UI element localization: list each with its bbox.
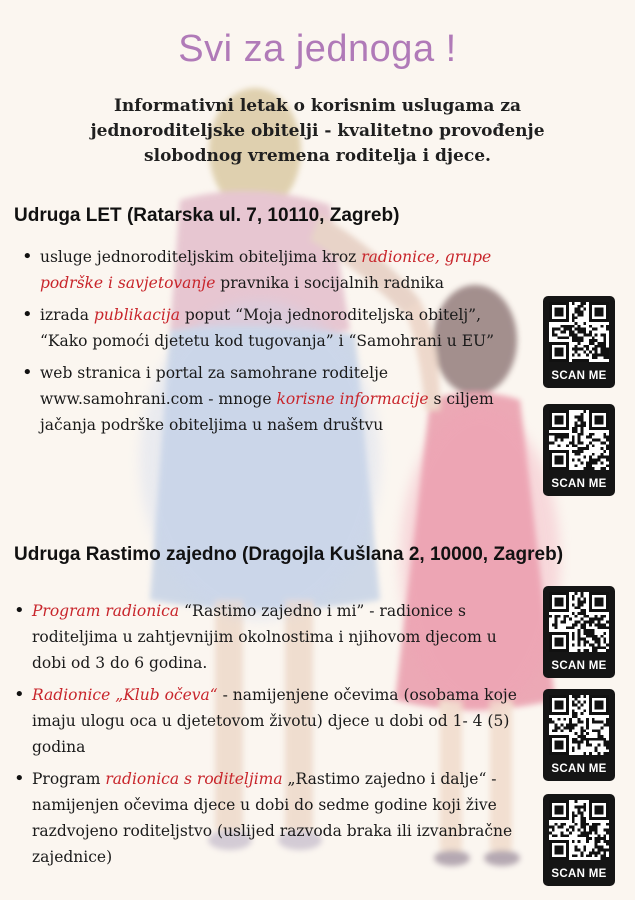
list-item-text: izrada <box>40 306 94 324</box>
qr-code-icon <box>549 800 609 860</box>
scan-me-label: SCAN ME <box>551 478 607 490</box>
list-item-text: Program <box>32 770 106 788</box>
list-item <box>12 766 532 870</box>
scan-me-label: SCAN ME <box>551 660 607 672</box>
list-item-text: s ciljem jačanja podrške obiteljima u našem društvu <box>40 390 494 434</box>
list-item-text: “Rastimo zajedno i mi” - radionice s roditeljima u zahtjevnijim okolnostima i njihovom djecom u dobi od 3 do 6 godina. <box>32 602 497 672</box>
qr-code-publikacije[interactable] <box>543 296 615 388</box>
qr-code-radionica-s-roditeljima[interactable] <box>543 794 615 886</box>
list-item-highlight: radionica s roditeljima <box>105 770 283 788</box>
page-subtitle: Informativni letak o korisnim uslugama za jednoroditeljske obitelji - kvalitetno provođenje slobodnog vremena roditelja i djece. <box>90 96 545 166</box>
list-item-highlight: publikacija <box>93 306 180 324</box>
page-title: Svi za jednoga ! <box>178 28 457 70</box>
udruga-rastimo-zajedno-service-list <box>12 598 532 876</box>
qr-code-samohrani-portal[interactable] <box>543 404 615 496</box>
qr-code-klub-oceva[interactable] <box>543 689 615 781</box>
qr-code-program-radionica[interactable] <box>543 586 615 678</box>
qr-code-icon <box>549 695 609 755</box>
list-item <box>20 244 530 296</box>
section-heading-udruga-let: Udruga LET (Ratarska ul. 7, 10110, Zagreb) <box>14 205 400 226</box>
list-item-text: usluge jednoroditeljskim obiteljima kroz <box>40 248 362 266</box>
list-item-highlight: korisne informacije <box>276 390 429 408</box>
scan-me-label: SCAN ME <box>551 763 607 775</box>
list-item-highlight: Radionice „Klub očeva“ <box>32 686 218 704</box>
udruga-let-service-list <box>20 244 530 444</box>
section-heading-udruga-rastimo-zajedno: Udruga Rastimo zajedno (Dragojla Kušlana 2, 10000, Zagreb) <box>14 544 564 565</box>
qr-code-icon <box>549 410 609 470</box>
list-item <box>20 360 530 438</box>
qr-code-icon <box>549 592 609 652</box>
scan-me-label: SCAN ME <box>551 868 607 880</box>
list-item <box>12 682 532 760</box>
list-item <box>12 598 532 676</box>
list-item-highlight: Program radionica <box>32 602 180 620</box>
list-item-text: poput “Moja jednoroditeljska obitelj”, “Kako pomoći djetetu kod tugovanja” i “Samohrani u EU” <box>40 306 495 350</box>
scan-me-label: SCAN ME <box>551 370 607 382</box>
list-item-text: - namijenjene očevima (osobama koje imaju ulogu oca u djetetovom životu) djece u dobi od 1- 4 (5) godina <box>32 686 517 756</box>
list-item <box>20 302 530 354</box>
list-item-text: web stranica i portal za samohrane roditelje www.samohrani.com - mnoge <box>40 364 389 408</box>
list-item-highlight: radionice, grupe podrške i savjetovanje <box>40 248 492 292</box>
list-item-text: „Rastimo zajedno i dalje“ - namijenjen očevima djece u dobi do sedme godine koji žive razdvojeno roditeljstvo (uslijed razvoda braka ili izvanbračne zajednice) <box>32 770 513 866</box>
qr-code-icon <box>549 302 609 362</box>
list-item-text: pravnika i socijalnih radnika <box>215 274 444 292</box>
